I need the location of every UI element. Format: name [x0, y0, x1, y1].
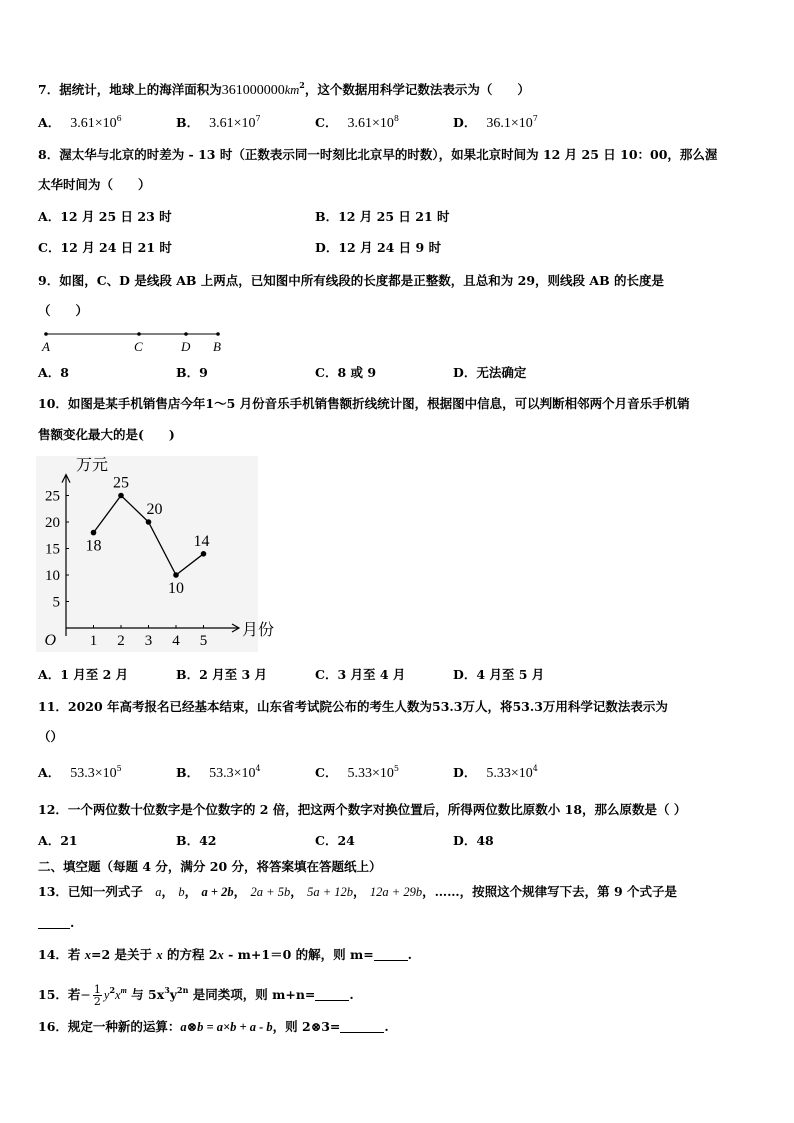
x-tick-label-2: 2	[117, 633, 125, 649]
q11-option-d[interactable]: D． $5.33\times 10^4$	[453, 764, 538, 781]
q10-option-a[interactable]: A．1 月至 2 月	[38, 667, 129, 682]
q8-stem-line2: 太华时间为（ ）	[38, 177, 151, 192]
data-point-2	[118, 493, 124, 499]
q9-stem-line2: （ ）	[38, 303, 89, 318]
q9-option-b[interactable]: B．9	[176, 365, 208, 380]
q12-option-d[interactable]: D．48	[453, 833, 494, 848]
label-b: B	[213, 339, 221, 354]
q9-option-c[interactable]: C．8 或 9	[315, 365, 377, 380]
y-axis-label: 万元	[76, 457, 109, 474]
label-d: D	[181, 339, 191, 354]
q12-option-a[interactable]: A．21	[38, 833, 78, 848]
point-d	[184, 332, 188, 336]
q11-stem-line1: 11．2020 年高考报名已经基本结束，山东省考试院公布的考生人数为53.3万人，将53.3万用科学记数法表示为	[38, 699, 668, 714]
q15-stem: 15．若− $\frac{1}{2}$ $y^2x^m$ 与 $5x^3y^{2n}$ 是同类项，则 m+n= .	[38, 983, 354, 1008]
q10-option-d[interactable]: D．4 月至 5 月	[453, 667, 545, 682]
q8-stem-line1: 8．渥太华与北京的时差为 - 13 时（正数表示同一时刻比北京早的时数），如果北京时间为 12 月 25 日 10：00，那么渥	[38, 147, 718, 162]
label-c: C	[134, 339, 143, 354]
q8-option-a[interactable]: A．12 月 25 日 23 时	[38, 209, 172, 224]
data-label-2: 25	[113, 474, 129, 492]
q16-answer-blank[interactable]	[340, 1020, 384, 1033]
data-label-3: 20	[146, 501, 163, 518]
q10-stem-line2: 售额变化最大的是( )	[38, 427, 175, 442]
q9-option-a[interactable]: A．8	[38, 365, 69, 380]
data-label-4: 10	[168, 580, 184, 597]
q8-option-b[interactable]: B．12 月 25 日 21 时	[315, 209, 450, 224]
q10-option-c[interactable]: C．3 月至 4 月	[315, 667, 406, 682]
q11-option-c[interactable]: C． $5.33\times 10^5$	[315, 764, 399, 781]
q13-answer-line: .	[38, 915, 74, 931]
q9-segment-figure	[38, 326, 238, 356]
q15-answer-blank[interactable]	[315, 988, 349, 1001]
q8-option-c[interactable]: C．12 月 24 日 21 时	[38, 240, 172, 255]
section-heading-fill-in: 二、填空题（每题 4 分，满分 20 分，将答案填在答题纸上）	[38, 859, 382, 874]
data-point-4	[173, 572, 179, 578]
q9-stem-line1: 9．如图，C、D 是线段 AB 上两点，已知图中所有线段的长度都是正整数，且总和为 29，则线段 AB 的长度是	[38, 273, 665, 288]
data-point-5	[201, 551, 207, 557]
data-label-1: 18	[85, 537, 102, 555]
x-tick-label-4: 4	[172, 633, 180, 649]
q7-option-b[interactable]: B． $3.61\times 10^7$	[176, 114, 261, 131]
q8-option-d[interactable]: D．12 月 24 日 9 时	[315, 240, 442, 255]
q15-fraction: $\frac{1}{2}$	[93, 983, 101, 1008]
label-a: A	[42, 339, 50, 354]
origin-label: O	[44, 632, 56, 649]
data-point-3	[146, 519, 152, 525]
q12-stem: 12．一个两位数十位数字是个位数字的 2 倍，把这两个数字对换位置后，所得两位数比原数小 18，那么原数是（ ）	[38, 802, 687, 817]
q13-stem: 13．已知一列式子 a， b， a + 2b， 2a + 5b， 5a + 12b， 12a + 29b，……，按照这个规律写下去，第 9 个式子是	[38, 884, 677, 899]
data-label-5: 14	[193, 532, 210, 550]
q7-stem: 7．据统计，地球上的海洋面积为$361000000km^2$，这个数据用科学记数法表示为（ ）	[38, 80, 530, 98]
q10-stem-line1: 10．如图是某手机销售店今年1～5 月份音乐手机销售额折线统计图，根据图中信息，可以判断相邻两个月音乐手机销	[38, 396, 690, 411]
y-tick-label-10: 10	[45, 568, 60, 584]
q12-option-b[interactable]: B．42	[176, 833, 217, 848]
x-tick-label-5: 5	[199, 633, 208, 649]
y-tick-label-25: 25	[45, 488, 60, 505]
q11-option-b[interactable]: B． $53.3\times 10^4$	[176, 764, 261, 781]
point-c	[137, 332, 141, 336]
q9-option-d[interactable]: D．无法确定	[453, 365, 527, 380]
q11-option-a[interactable]: A． $53.3\times 10^5$	[38, 764, 122, 781]
q7-option-a[interactable]: A． $3.61\times 10^6$	[38, 114, 122, 131]
q11-stem-line2: （）	[38, 729, 64, 744]
q16-stem: 16．规定一种新的运算：a⊗b = a×b + a - b，则 2⊗3= .	[38, 1019, 389, 1034]
q7-option-c[interactable]: C． $3.61\times 10^8$	[315, 114, 399, 131]
q13-answer-blank[interactable]	[38, 916, 70, 929]
y-tick-label-5: 5	[52, 594, 60, 611]
q12-option-c[interactable]: C．24	[315, 833, 355, 848]
x-axis-label: 月份	[242, 622, 275, 639]
q14-answer-blank[interactable]	[374, 948, 408, 961]
q14-stem: 14．若 x=2 是关于 x 的方程 2x - m+1＝0 的解，则 m= .	[38, 947, 413, 962]
y-tick-label-15: 15	[45, 541, 60, 558]
q7-option-d[interactable]: D． $36.1\times 10^7$	[453, 114, 538, 131]
point-b	[216, 332, 220, 336]
sales-line-chart	[36, 456, 275, 652]
x-tick-label-1: 1	[89, 633, 98, 649]
data-point-1	[91, 530, 97, 536]
y-tick-label-20: 20	[45, 515, 60, 531]
x-tick-label-3: 3	[144, 633, 153, 649]
q10-option-b[interactable]: B．2 月至 3 月	[176, 667, 268, 682]
point-a	[44, 332, 48, 336]
